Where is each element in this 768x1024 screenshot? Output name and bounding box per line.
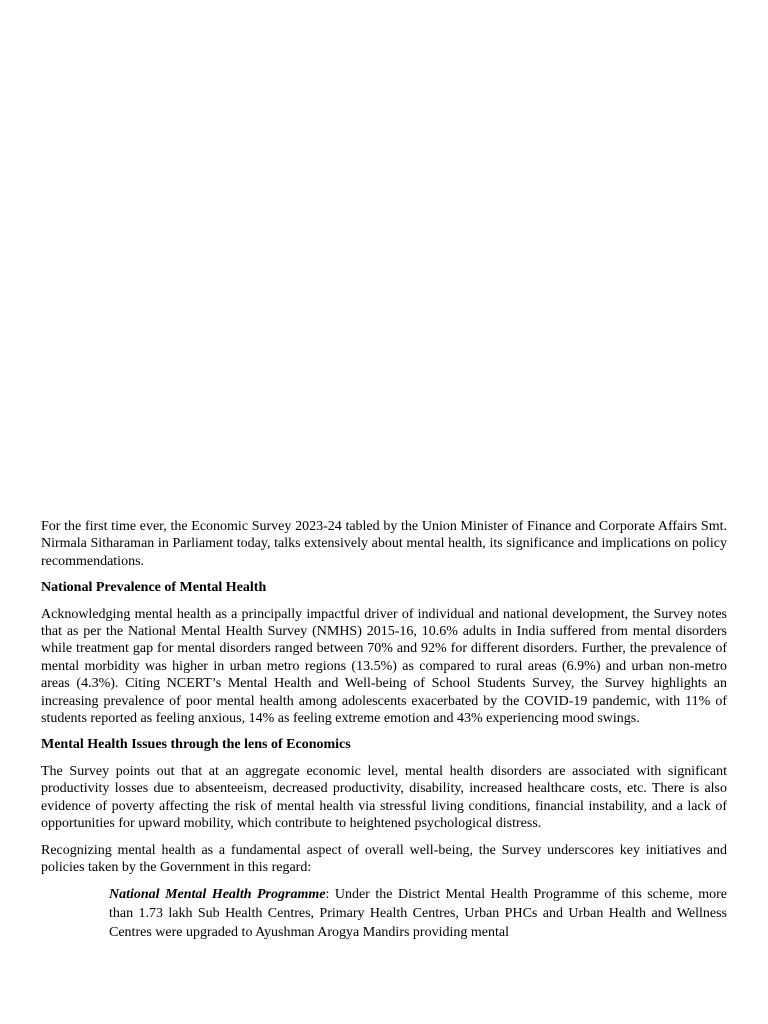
economics-paragraph: The Survey points out that at an aggregate economic level, mental health disorders are associated with significant productivity losses due to absenteeism, decreased productivity, disability, increased healthcare costs, etc. There is also evidence of poverty affecting the risk of mental health via stressful living conditions, financial instability, and a lack of opportunities for upward mobility, which contribute to heightened psychological distress. bbox=[41, 763, 727, 832]
section-heading-economics: Mental Health Issues through the lens of Economics bbox=[41, 737, 351, 753]
programme-paragraph bbox=[109, 885, 727, 942]
programme-text: : Under the District Mental Health Programme of this scheme, more than 1.73 lakh Sub Health Centres, Primary Health Centres, Urban PHCs and Urban Health and Wellness Centres were upgraded to Ayushman Arogya Mandirs providing mental bbox=[109, 887, 727, 941]
prevalence-paragraph: Acknowledging mental health as a principally impactful driver of individual and national development, the Survey notes that as per the National Mental Health Survey (NMHS) 2015-16, 10.6% adults in India suffered from mental disorders while treatment gap for mental disorders ranged between 70% and 92% for different disorders. Further, the prevalence of mental morbidity was higher in urban metro regions (13.5%) as compared to rural areas (6.9%) and urban non-metro areas (4.3%). Citing NCERT’s Mental Health and Well-being of School Students Survey, the Survey highlights an increasing prevalence of poor mental health among adolescents exacerbated by the COVID-19 pandemic, with 11% of students reported as feeling anxious, 14% as feeling extreme emotion and 43% experiencing mood swings. bbox=[41, 606, 727, 727]
intro-paragraph: For the first time ever, the Economic Survey 2023-24 tabled by the Union Minister of Finance and Corporate Affairs Smt. Nirmala Sitharaman in Parliament today, talks extensively about mental health, its significance and implications on policy recommendations. bbox=[41, 519, 727, 569]
section-heading-prevalence: National Prevalence of Mental Health bbox=[41, 580, 267, 596]
programme-title: National Mental Health Programme bbox=[109, 887, 326, 903]
document-body bbox=[41, 518, 727, 951]
initiatives-paragraph: Recognizing mental health as a fundamental aspect of overall well-being, the Survey underscores key initiatives and policies taken by the Government in this regard: bbox=[41, 842, 727, 875]
